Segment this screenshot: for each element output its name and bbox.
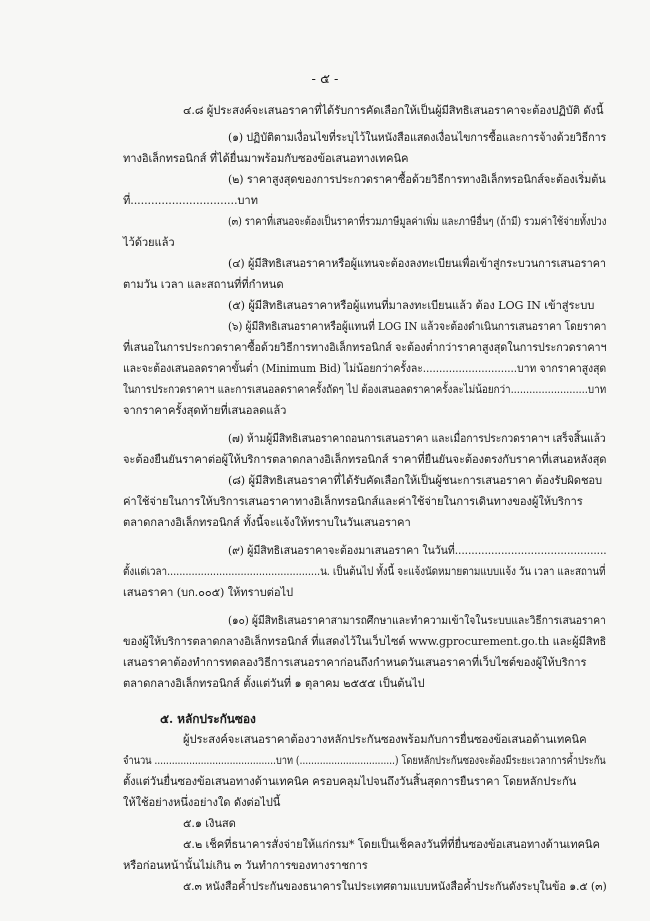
text-line: เสนอราคาต้องทำการทดลองวิธีการเสนอราคาก่อนถึงกำหนดวันเสนอราคาที่เว็บไซต์ของผู้ให้บริการ: [123, 656, 587, 669]
text-line: (๑๐) ผู้มีสิทธิเสนอราคาสามารถศึกษาและทำความเข้าใจในระบบและวิธีการเสนอราคา: [228, 614, 606, 627]
text-line: (๙) ผู้มีสิทธิเสนอราคาจะต้องมาเสนอราคา ในวันที่..............................................: [228, 544, 607, 557]
text-line: (๒) ราคาสูงสุดของการประกวดราคาซื้อด้วยวิธีการทางอิเล็กทรอนิกส์จะต้องเริ่มต้น: [228, 173, 606, 186]
text-line: ตั้งแต่วันยื่นซองข้อเสนอทางด้านเทคนิค ครอบคลุมไปจนถึงวันสิ้นสุดการยืนราคา โดยหลักประกัน: [123, 775, 577, 788]
section-heading: ๕. หลักประกันซอง: [160, 712, 256, 726]
text-line: ผู้ประสงค์จะเสนอราคาต้องวางหลักประกันซองพร้อมกับการยื่นซองข้อเสนอด้านเทคนิค: [183, 733, 587, 746]
text-line: (๓) ราคาที่เสนอจะต้องเป็นราคาที่รวมภาษีมูลค่าเพิ่ม และภาษีอื่นๆ (ถ้ามี) รวมค่าใช้จ่ายทั้งปวง: [228, 215, 607, 228]
text-line: ที่เสนอในการประกวดราคาซื้อด้วยวิธีการทางอิเล็กทรอนิกส์ จะต้องต่ำกว่าราคาสูงสุดในการประกวดราคาฯ: [123, 341, 607, 354]
text-line: (๔) ผู้มีสิทธิเสนอราคาหรือผู้แทนจะต้องลงทะเบียนเพื่อเข้าสู่กระบวนการเสนอราคา: [228, 257, 606, 270]
text-line: ตามวัน เวลา และสถานที่ที่กำหนด: [123, 278, 284, 291]
text-line: ไว้ด้วยแล้ว: [123, 236, 175, 249]
text-line: ตลาดกลางอิเล็กทรอนิกส์ ตั้งแต่วันที่ ๑ ตุลาคม ๒๕๕๕ เป็นต้นไป: [123, 677, 425, 690]
text-line: และจะต้องเสนอลดราคาขั้นต่ำ (Minimum Bid) ไม่น้อยกว่าครั้งละ.............................บาท จากราคาสูงสุด: [123, 362, 607, 375]
text-line: ๕.๓ หนังสือค้ำประกันของธนาคารในประเทศตามแบบหนังสือค้ำประกันดังระบุในข้อ ๑.๕ (๓): [183, 880, 607, 893]
text-line: จำนวน ..........................................บาท (.................................) โดยหลักประกันซองจะต้องมีระยะเวลาการค้ำประกัน: [123, 754, 606, 767]
text-line: ของผู้ให้บริการตลาดกลางอิเล็กทรอนิกส์ ที่แสดงไว้ในเว็บไซต์ www.gprocurement.go.th และผู้มีสิทธิ: [123, 635, 607, 648]
text-line: (๕) ผู้มีสิทธิเสนอราคาหรือผู้แทนที่มาลงทะเบียนแล้ว ต้อง LOG IN เข้าสู่ระบบ: [228, 299, 595, 312]
text-line: จากราคาครั้งสุดท้ายที่เสนอลดแล้ว: [123, 404, 287, 417]
text-line: ตั้งแต่เวลา..................................................น. เป็นต้นไป ทั้งนี้ จะแจ้งนัดหมายตามแบบแจ้ง วัน เวลา และสถานที่: [123, 565, 606, 578]
text-line: ในการประกวดราคาฯ และการเสนอลดราคาครั้งถัดๆ ไป ต้องเสนอลดราคาครั้งละไม่น้อยกว่า.........................บาท: [123, 383, 607, 396]
text-line: ๕.๑ เงินสด: [183, 817, 236, 830]
text-line: ที่...............................บาท: [123, 194, 258, 207]
text-line: (๖) ผู้มีสิทธิเสนอราคาหรือผู้แทนที่ LOG IN แล้วจะต้องดำเนินการเสนอราคา โดยราคา: [228, 320, 607, 333]
text-line: ทางอิเล็กทรอนิกส์ ที่ได้ยื่นมาพร้อมกับซองข้อเสนอทางเทคนิค: [123, 152, 409, 165]
text-line: ให้ใช้อย่างหนึ่งอย่างใด ดังต่อไปนี้: [123, 796, 281, 809]
text-line: จะต้องยืนยันราคาต่อผู้ให้บริการตลาดกลางอิเล็กทรอนิกส์ ราคาที่ยืนยันจะต้องตรงกับราคาที่เสนอหลังสุด: [123, 453, 607, 466]
text-line: (๗) ห้ามผู้มีสิทธิเสนอราคาถอนการเสนอราคา และเมื่อการประกวดราคาฯ เสร็จสิ้นแล้ว: [228, 432, 606, 445]
text-line: ตลาดกลางอิเล็กทรอนิกส์ ทั้งนี้จะแจ้งให้ทราบในวันเสนอราคา: [123, 516, 411, 529]
text-line: ๕.๒ เช็คที่ธนาคารสั่งจ่ายให้แก่กรม* โดยเป็นเช็คลงวันที่ที่ยื่นซองข้อเสนอทางด้านเทคนิค: [183, 838, 600, 851]
text-line: เสนอราคา (บก.๐๐๕) ให้ทราบต่อไป: [123, 586, 293, 599]
text-line: ค่าใช้จ่ายในการให้บริการเสนอราคาทางอิเล็กทรอนิกส์และค่าใช้จ่ายในการเดินทางของผู้ให้บริการ: [123, 495, 583, 508]
page-number: - ๕ -: [311, 72, 339, 87]
text-line: ๔.๘ ผู้ประสงค์จะเสนอราคาที่ได้รับการคัดเลือกให้เป็นผู้มีสิทธิเสนอราคาจะต้องปฏิบัติ ดังนี้: [183, 104, 604, 117]
text-line: (๘) ผู้มีสิทธิเสนอราคาที่ได้รับคัดเลือกให้เป็นผู้ชนะการเสนอราคา ต้องรับผิดชอบ: [228, 474, 603, 487]
text-line: หรือก่อนหน้านั้นไม่เกิน ๓ วันทำการของทางราชการ: [123, 859, 368, 872]
text-line: (๑) ปฏิบัติตามเงื่อนไขที่ระบุไว้ในหนังสือแสดงเงื่อนไขการซื้อและการจ้างด้วยวิธีการ: [228, 131, 607, 144]
